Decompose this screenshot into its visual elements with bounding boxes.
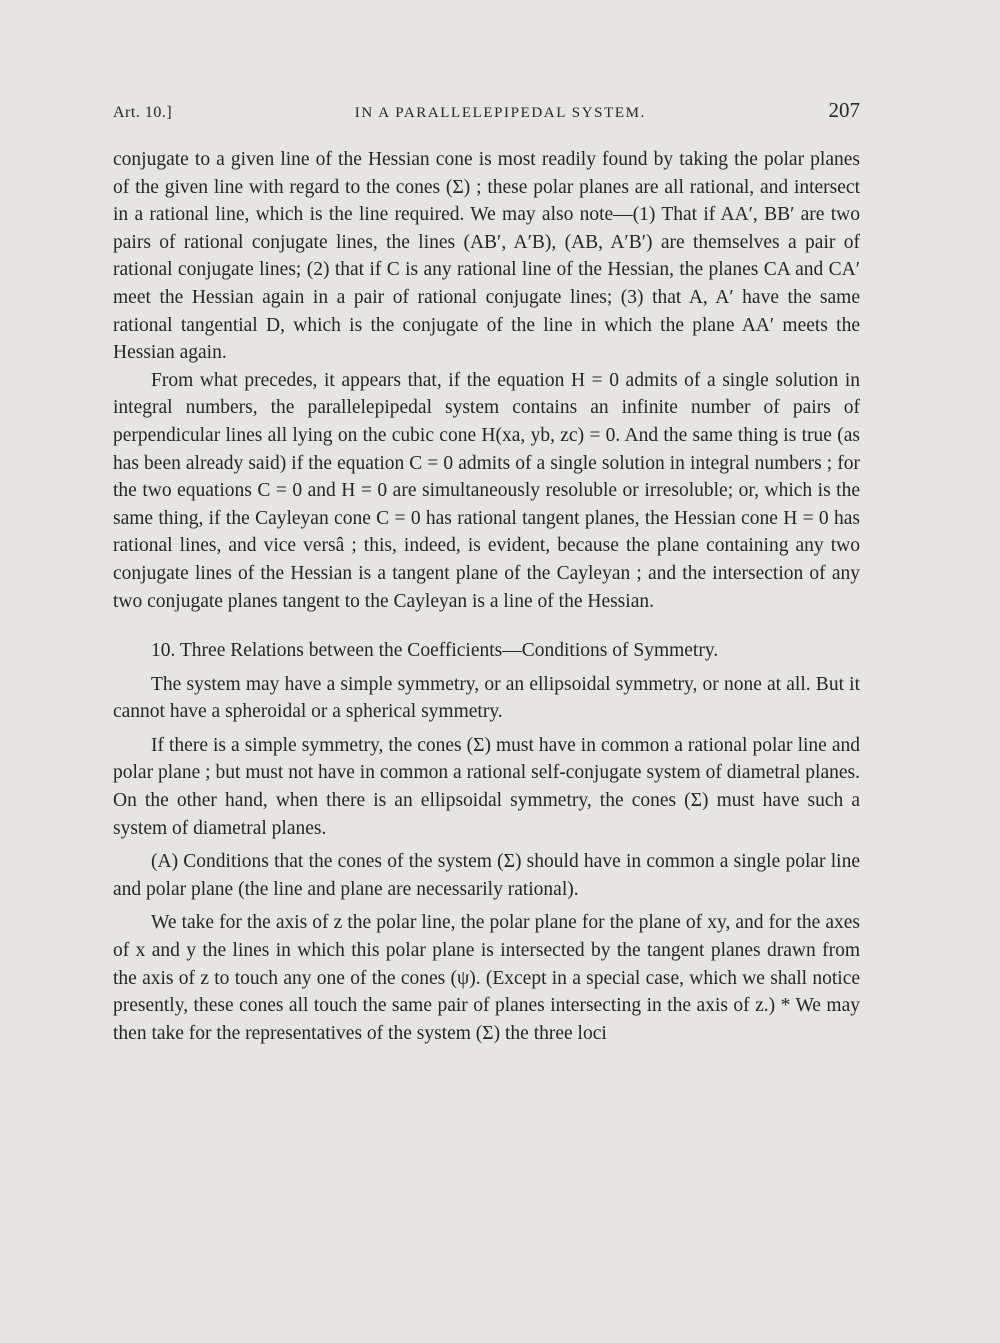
page-number: 207	[828, 98, 860, 122]
running-header	[113, 98, 860, 123]
paragraph: The system may have a simple symmetry, or an ellipsoidal symmetry, or none at all. But it cannot have a spheroidal or a spherical symmetry.	[113, 673, 860, 723]
paragraph: We take for the axis of z the polar line, the polar plane for the plane of xy, and for the axes of x and y the lines in which this polar plane is intersected by the tangent planes drawn from the axis of z to touch any one of the cones (ψ). (Except in a special case, which we shall notice presently, these cones all touch the same pair of planes intersecting in the axis of z.) * We may then take for the representatives of the system (Σ) the three loci	[113, 912, 860, 1044]
paragraph-continuation: conjugate to a given line of the Hessian cone is most readily found by taking the polar planes of the given line with regard to the cones (Σ) ; these polar planes are all rational, and intersect in a rational line, which is the line required. We may also note—(1) That if AA′, BB′ are two pairs of rational conjugate lines, the lines (AB′, A′B), (AB, A′B′) are themselves a pair of rational conjugate lines; (2) that if C is any rational line of the Hessian, the planes CA and CA′ meet the Hessian again in a pair of rational conjugate lines; (3) that A, A′ have the same rational tangential D, which is the conjugate of the line in which the plane AA′ meets the Hessian again.	[113, 149, 860, 364]
running-title: IN A PARALLELEPIPEDAL SYSTEM.	[354, 105, 646, 121]
paragraph: From what precedes, it appears that, if the equation H = 0 admits of a single solution in integral numbers, the parallelepipedal system contains an infinite number of pairs of perpendicular lines all lying on the cubic cone H(xa, yb, zc) = 0. And the same thing is true (as has been already said) if the equation C = 0 admits of a single solution in integral numbers ; for the two equations C = 0 and H = 0 are simultaneously resoluble or irresoluble; or, which is the same thing, if the Cayleyan cone C = 0 has rational tangent planes, the Hessian cone H = 0 has rational lines, and vice versâ ; this, indeed, is evident, because the plane containing any two conjugate lines of the Hessian is a tangent plane of the Cayleyan ; and the intersection of any two conjugate planes tangent to the Cayleyan is a line of the Hessian.	[113, 369, 860, 612]
paragraph: If there is a simple symmetry, the cones (Σ) must have in common a rational polar line and polar plane ; but must not have in common a rational self-conjugate system of diametral planes. On the other hand, when there is an ellipsoidal symmetry, the cones (Σ) must have such a system of diametral planes.	[113, 734, 860, 839]
article-reference: Art. 10.]	[113, 104, 173, 121]
paragraph: (A) Conditions that the cones of the system (Σ) should have in common a single polar line and polar plane (the line and plane are necessarily rational).	[113, 851, 860, 900]
body-text	[113, 146, 860, 1047]
section-heading: 10. Three Relations between the Coefficients—Conditions of Symmetry.	[151, 640, 719, 662]
